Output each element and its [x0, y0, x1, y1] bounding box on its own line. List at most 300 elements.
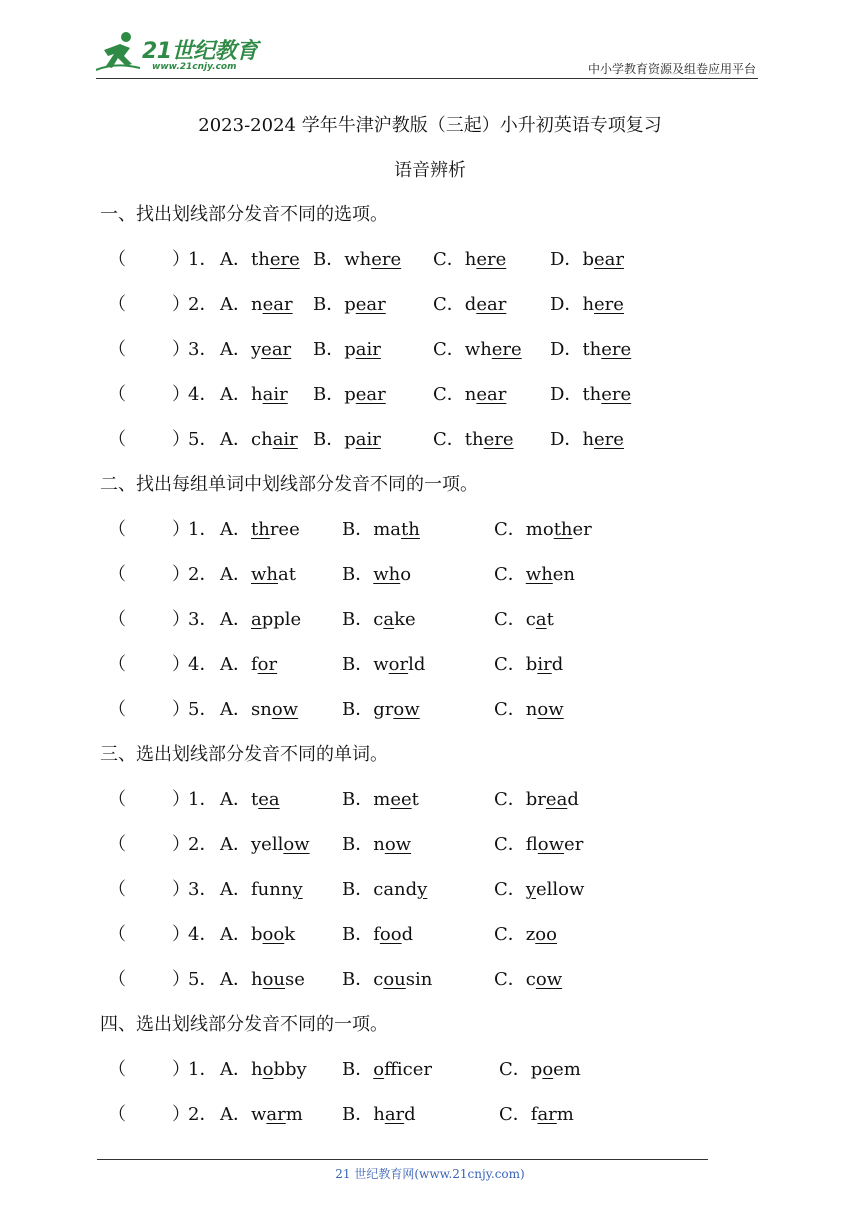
word-part: gr — [373, 699, 394, 720]
underlined-part: air — [355, 429, 381, 450]
option-label: A． — [220, 564, 251, 585]
underlined-part: oo — [379, 924, 402, 945]
page-subtitle: 语音辨析 — [394, 160, 466, 181]
question-row — [108, 290, 728, 314]
question-row — [108, 425, 728, 449]
underlined-part: ere — [269, 249, 300, 270]
word-part: bby — [273, 1059, 307, 1080]
section-heading: 四、选出划线部分发音不同的一项。 — [100, 1014, 388, 1035]
option-c — [499, 1055, 581, 1081]
answer-blank-open[interactable]: （ — [108, 1059, 126, 1080]
option-label: A． — [220, 789, 251, 810]
word-part: pple — [261, 609, 302, 630]
question-row — [108, 920, 728, 944]
option-label: A． — [220, 654, 251, 675]
option-b — [313, 425, 381, 451]
word-part: em — [553, 1059, 581, 1080]
question-row — [108, 650, 728, 674]
word-part: n — [525, 699, 538, 720]
underlined-part: o — [373, 1059, 385, 1080]
question-row — [108, 1100, 728, 1124]
word-part: th — [582, 339, 602, 360]
underlined-part: y — [525, 879, 536, 900]
question-number: 1． — [188, 519, 218, 540]
option-label: C． — [494, 879, 526, 900]
option-c — [494, 695, 564, 721]
word-part: c — [525, 609, 536, 630]
option-c — [499, 1100, 574, 1126]
question-row — [108, 965, 728, 989]
option-c — [494, 830, 583, 856]
option-d — [550, 245, 624, 271]
answer-blank-open[interactable]: （ — [108, 879, 126, 900]
option-c — [433, 425, 514, 451]
word-part: h — [373, 1104, 385, 1125]
underlined-part: ere — [491, 339, 522, 360]
word-part: p — [530, 1059, 543, 1080]
answer-blank-close: ） — [172, 879, 190, 900]
option-label: B． — [342, 834, 374, 855]
option-c — [494, 515, 592, 541]
underlined-part: ou — [262, 969, 286, 990]
underlined-part: oo — [535, 924, 557, 945]
underlined-part: air — [355, 339, 381, 360]
underlined-part: ea — [545, 789, 568, 810]
question-number: 3． — [188, 339, 218, 360]
option-b — [313, 290, 386, 316]
underlined-part: ere — [371, 249, 402, 270]
option-label: C． — [494, 924, 526, 945]
option-label: B． — [342, 969, 374, 990]
word-part: n — [251, 294, 263, 315]
option-label: C． — [433, 384, 465, 405]
option-label: A． — [220, 879, 251, 900]
option-b — [342, 830, 411, 856]
question-row — [108, 785, 728, 809]
answer-blank-close: ） — [172, 1059, 190, 1080]
word-part: w — [373, 654, 389, 675]
option-c — [494, 965, 562, 991]
word-part: p — [344, 384, 356, 405]
answer-blank-close: ） — [172, 924, 190, 945]
underlined-part: ear — [355, 294, 386, 315]
header-tagline: 中小学教育资源及组卷应用平台 — [587, 62, 756, 76]
option-a — [220, 830, 310, 856]
word-part: o — [400, 564, 412, 585]
word-part: m — [373, 789, 391, 810]
answer-blank-close: ） — [172, 429, 190, 450]
option-label: B． — [313, 249, 345, 270]
option-a — [220, 1055, 307, 1081]
answer-blank-open[interactable]: （ — [108, 789, 126, 810]
word-part: ke — [394, 609, 416, 630]
option-label: A． — [220, 1059, 251, 1080]
answer-blank-close: ） — [172, 789, 190, 810]
question-row — [108, 695, 728, 719]
question-row — [108, 380, 728, 404]
option-c — [494, 785, 579, 811]
underlined-part: or — [257, 654, 278, 675]
answer-blank-open[interactable]: （ — [108, 249, 126, 270]
logo-text: 21世纪教育 — [142, 39, 258, 64]
underlined-part: ere — [601, 339, 632, 360]
word-part: fficer — [384, 1059, 432, 1080]
word-part: se — [285, 969, 305, 990]
header-divider — [96, 78, 758, 79]
option-label: B． — [342, 699, 374, 720]
question-number: 2． — [188, 294, 218, 315]
option-b — [342, 965, 432, 991]
option-d — [550, 380, 631, 406]
word-part: wh — [464, 339, 492, 360]
underlined-part: th — [553, 519, 573, 540]
word-part: th — [582, 384, 602, 405]
logo-url: www.21cnjy.com — [152, 62, 237, 72]
option-a — [220, 785, 280, 811]
option-b — [342, 605, 416, 631]
section-heading: 一、找出划线部分发音不同的选项。 — [100, 204, 388, 225]
word-part: n — [464, 384, 477, 405]
option-b — [342, 695, 420, 721]
option-b — [313, 245, 401, 271]
option-label: B． — [342, 519, 374, 540]
option-a — [220, 875, 303, 901]
word-part: ree — [269, 519, 300, 540]
option-label: C． — [433, 249, 465, 270]
underlined-part: ear — [262, 294, 293, 315]
word-part: c — [373, 609, 384, 630]
option-b — [342, 785, 419, 811]
option-b — [313, 380, 386, 406]
underlined-part: ere — [601, 384, 632, 405]
word-part: h — [582, 429, 595, 450]
question-number: 1． — [188, 789, 218, 810]
word-part: h — [464, 249, 477, 270]
option-a — [220, 605, 301, 631]
option-c — [433, 245, 506, 271]
word-part: c — [525, 969, 536, 990]
answer-blank-open[interactable]: （ — [108, 654, 126, 675]
option-label: A． — [220, 699, 251, 720]
underlined-part: ee — [390, 789, 412, 810]
underlined-part: y — [417, 879, 428, 900]
answer-blank-open[interactable]: （ — [108, 969, 126, 990]
page-title: 2023-2024 学年牛津沪教版（三起）小升初英语专项复习 — [198, 115, 662, 136]
option-label: B． — [313, 294, 345, 315]
underlined-part: ow — [393, 699, 420, 720]
answer-blank-close: ） — [172, 294, 190, 315]
option-label: C． — [494, 519, 526, 540]
word-part: m — [556, 1104, 574, 1125]
underlined-part: ear — [355, 384, 386, 405]
option-label: C． — [433, 339, 465, 360]
underlined-part: ow — [535, 969, 563, 990]
option-c — [494, 605, 554, 631]
word-part: ld — [408, 654, 426, 675]
underlined-part: wh — [251, 564, 278, 585]
option-label: C． — [494, 834, 526, 855]
option-d — [550, 290, 624, 316]
word-part: p — [344, 294, 356, 315]
underlined-part: wh — [373, 564, 401, 585]
option-label: B． — [313, 339, 345, 360]
answer-blank-open[interactable]: （ — [108, 294, 126, 315]
answer-blank-close: ） — [172, 609, 190, 630]
option-label: C． — [494, 609, 526, 630]
option-label: A． — [220, 294, 251, 315]
option-c — [494, 875, 584, 901]
word-part: f — [251, 654, 258, 675]
option-a — [220, 245, 300, 271]
option-label: C． — [433, 294, 465, 315]
option-b — [342, 1100, 416, 1126]
option-b — [342, 875, 427, 901]
word-part: th — [251, 249, 270, 270]
option-label: B． — [313, 429, 345, 450]
answer-blank-open[interactable]: （ — [108, 699, 126, 720]
word-part: sin — [405, 969, 433, 990]
option-label: B． — [342, 879, 374, 900]
option-b — [342, 1055, 432, 1081]
underlined-part: ow — [537, 834, 565, 855]
option-label: C． — [494, 969, 526, 990]
option-label: C． — [499, 1104, 531, 1125]
option-label: B． — [342, 609, 374, 630]
option-label: B． — [342, 654, 374, 675]
underlined-part: o — [542, 1059, 554, 1080]
answer-blank-close: ） — [172, 519, 190, 540]
option-label: A． — [220, 384, 251, 405]
option-label: D． — [550, 339, 583, 360]
underlined-part: ear — [593, 249, 624, 270]
word-part: ch — [251, 429, 273, 450]
answer-blank-open[interactable]: （ — [108, 519, 126, 540]
option-label: A． — [220, 339, 251, 360]
runner-logo-icon — [96, 30, 144, 74]
word-part: sn — [251, 699, 272, 720]
underlined-part: y — [292, 879, 303, 900]
underlined-part: ar — [266, 1104, 286, 1125]
answer-blank-close: ） — [172, 969, 190, 990]
underlined-part: ere — [594, 294, 624, 315]
answer-blank-close: ） — [172, 699, 190, 720]
question-row — [108, 560, 728, 584]
answer-blank-open[interactable]: （ — [108, 834, 126, 855]
underlined-part: ar — [384, 1104, 405, 1125]
answer-blank-close: ） — [172, 249, 190, 270]
option-label: C． — [433, 429, 465, 450]
word-part: d — [464, 294, 477, 315]
word-part: mo — [525, 519, 554, 540]
word-part: z — [525, 924, 536, 945]
word-part: n — [373, 834, 385, 855]
underlined-part: a — [251, 609, 262, 630]
word-part: d — [404, 1104, 416, 1125]
word-part: t — [411, 789, 419, 810]
answer-blank-open[interactable]: （ — [108, 384, 126, 405]
word-part: er — [572, 519, 592, 540]
word-part: t — [251, 789, 259, 810]
underlined-part: ere — [476, 249, 507, 270]
question-number: 2． — [188, 1104, 218, 1125]
option-a — [220, 290, 293, 316]
question-number: 2． — [188, 564, 218, 585]
option-b — [342, 920, 413, 946]
underlined-part: ow — [283, 834, 310, 855]
answer-blank-open[interactable]: （ — [108, 429, 126, 450]
word-part: p — [344, 429, 356, 450]
option-b — [342, 650, 425, 676]
section-heading: 三、选出划线部分发音不同的单词。 — [100, 744, 388, 765]
word-part: k — [284, 924, 296, 945]
question-number: 5． — [188, 699, 218, 720]
option-c — [494, 920, 557, 946]
word-part: ma — [373, 519, 402, 540]
option-label: A． — [220, 834, 251, 855]
answer-blank-open[interactable]: （ — [108, 564, 126, 585]
option-c — [494, 650, 563, 676]
option-a — [220, 515, 300, 541]
option-label: B． — [342, 1104, 374, 1125]
word-part: th — [464, 429, 484, 450]
option-a — [220, 920, 295, 946]
option-label: C． — [494, 699, 526, 720]
underlined-part: ar — [537, 1104, 557, 1125]
question-number: 5． — [188, 429, 218, 450]
word-part: f — [530, 1104, 538, 1125]
underlined-part: oo — [262, 924, 285, 945]
underlined-part: wh — [525, 564, 553, 585]
question-row — [108, 830, 728, 854]
question-number: 3． — [188, 879, 218, 900]
option-label: D． — [550, 294, 583, 315]
option-label: B． — [342, 564, 374, 585]
option-a — [220, 425, 298, 451]
question-row — [108, 335, 728, 359]
option-c — [433, 335, 522, 361]
footer-divider — [97, 1159, 708, 1160]
option-label: B． — [342, 1059, 374, 1080]
word-part: d — [401, 924, 414, 945]
underlined-part: a — [535, 609, 547, 630]
answer-blank-open[interactable]: （ — [108, 924, 126, 945]
answer-blank-open[interactable]: （ — [108, 609, 126, 630]
word-part: ellow — [535, 879, 585, 900]
word-part: c — [373, 969, 384, 990]
question-number: 4． — [188, 654, 218, 675]
word-part: er — [564, 834, 584, 855]
question-number: 5． — [188, 969, 218, 990]
option-label: A． — [220, 924, 251, 945]
option-d — [550, 425, 624, 451]
question-number: 1． — [188, 249, 218, 270]
option-label: A． — [220, 429, 251, 450]
word-part: h — [251, 969, 263, 990]
word-part: b — [582, 249, 594, 270]
question-number: 4． — [188, 924, 218, 945]
underlined-part: or — [388, 654, 409, 675]
question-row — [108, 875, 728, 899]
option-c — [494, 560, 575, 586]
option-label: D． — [550, 249, 583, 270]
word-part: d — [551, 654, 564, 675]
option-label: A． — [220, 969, 251, 990]
page-footer: 21 世纪教育网(www.21cnjy.com) — [335, 1167, 525, 1181]
underlined-part: ear — [261, 339, 292, 360]
question-number: 3． — [188, 609, 218, 630]
section-heading: 二、找出每组单词中划线部分发音不同的一项。 — [100, 474, 478, 495]
answer-blank-close: ） — [172, 384, 190, 405]
word-part: t — [546, 609, 554, 630]
answer-blank-open[interactable]: （ — [108, 1104, 126, 1125]
page-header — [96, 30, 756, 78]
option-label: C． — [494, 654, 526, 675]
question-row — [108, 605, 728, 629]
word-part: at — [278, 564, 296, 585]
word-part: y — [251, 339, 262, 360]
answer-blank-close: ） — [172, 654, 190, 675]
word-part: m — [285, 1104, 303, 1125]
option-a — [220, 380, 288, 406]
word-part: en — [552, 564, 576, 585]
word-part: cand — [373, 879, 418, 900]
logo — [96, 30, 266, 76]
question-number: 4． — [188, 384, 218, 405]
option-d — [550, 335, 631, 361]
option-label: A． — [220, 609, 251, 630]
option-b — [313, 335, 381, 361]
underlined-part: ow — [537, 699, 564, 720]
word-part: d — [567, 789, 579, 810]
word-part: h — [251, 384, 263, 405]
underlined-part: ea — [258, 789, 280, 810]
word-part: w — [251, 1104, 267, 1125]
option-label: D． — [550, 384, 583, 405]
option-a — [220, 965, 305, 991]
option-a — [220, 695, 298, 721]
underlined-part: ear — [476, 294, 507, 315]
option-label: A． — [220, 519, 251, 540]
question-row — [108, 245, 728, 269]
word-part: wh — [344, 249, 372, 270]
option-label: B． — [342, 924, 374, 945]
word-part: fl — [525, 834, 538, 855]
answer-blank-open[interactable]: （ — [108, 339, 126, 360]
underlined-part: air — [262, 384, 288, 405]
option-label: C． — [494, 789, 526, 810]
option-label: C． — [499, 1059, 531, 1080]
option-b — [342, 515, 420, 541]
question-number: 1． — [188, 1059, 218, 1080]
underlined-part: th — [251, 519, 270, 540]
underlined-part: ir — [537, 654, 552, 675]
word-part: h — [251, 1059, 263, 1080]
option-label: A． — [220, 1104, 251, 1125]
word-part: yell — [251, 834, 284, 855]
underlined-part: ear — [476, 384, 507, 405]
question-number: 2． — [188, 834, 218, 855]
option-a — [220, 560, 296, 586]
underlined-part: a — [383, 609, 395, 630]
answer-blank-close: ） — [172, 834, 190, 855]
option-label: A． — [220, 249, 251, 270]
underlined-part: ere — [594, 429, 624, 450]
underlined-part: ow — [271, 699, 299, 720]
answer-blank-close: ） — [172, 564, 190, 585]
underlined-part: ere — [483, 429, 514, 450]
underlined-part: o — [262, 1059, 274, 1080]
underlined-part: air — [272, 429, 298, 450]
